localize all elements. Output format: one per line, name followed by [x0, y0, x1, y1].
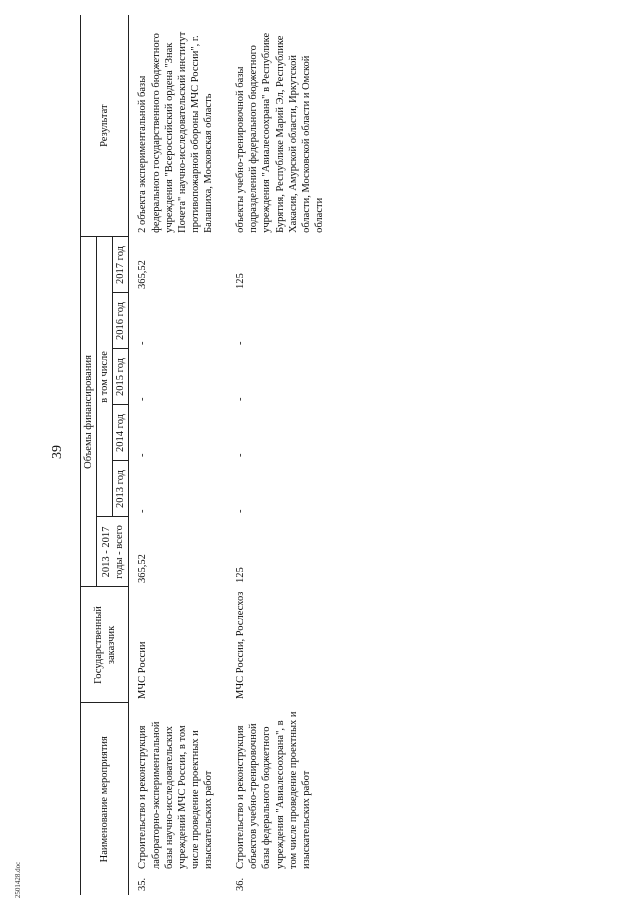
event-name: Строительство и реконструкция лабораторно-экспериментальной базы научно-исследовательских учреждений МЧС России, в том числе проведение проектных и изыскательских работ: [137, 721, 214, 869]
rotated-table-area: [80, 15, 620, 895]
table-row: [227, 15, 338, 895]
header-including: в том числе: [97, 237, 113, 517]
header-customer: Государственный заказчик: [81, 587, 129, 703]
page-number: 39: [50, 445, 65, 459]
row-number: 36.: [235, 877, 247, 891]
header-year-2016: 2016 год: [113, 293, 129, 349]
funding-2014: -: [235, 453, 247, 457]
header-total-label: годы - всего: [113, 525, 125, 579]
result-text: 2 объекта экспериментальной базы федерального государственного бюджетного учреждения "Всероссийский ордена "Знак Почета" научно-исследовательский институт противопожарной обороны МЧС России", г. Балашиха, Московская область: [137, 31, 214, 233]
table-row: [129, 15, 227, 895]
header-year-2015: 2015 год: [113, 349, 129, 405]
header-year-2017: 2017 год: [113, 237, 129, 293]
header-year-2013: 2013 год: [113, 461, 129, 517]
funding-2016: -: [137, 341, 149, 345]
funding-2017: 125: [235, 273, 247, 289]
funding-2015: -: [235, 397, 247, 401]
document-code: 2501428.doc: [14, 861, 22, 899]
funding-total: 365,52: [137, 554, 149, 583]
funding-total: 125: [235, 567, 247, 583]
header-total-years: 2013 - 2017: [100, 526, 112, 578]
row-number: 35.: [137, 877, 149, 891]
funding-2015: -: [137, 397, 149, 401]
header-total: [97, 517, 129, 587]
funding-2013: -: [137, 509, 149, 513]
result-text: объекты учебно-тренировочной базы подразделений федерального бюджетного учреждения "Авиалесоохрана" в Республике Бурятия, Республике Марий Эл, Республике Хакасия, Амурской области, Иркутской области, Московской области и Омской области: [235, 32, 325, 233]
header-name: Наименование мероприятия: [81, 703, 129, 895]
state-customer: МЧС России, Рослесхоз: [235, 591, 247, 699]
event-name: Строительство и реконструкция объектов учебно-тренировочной базы федерального бюджетного учреждения "Авиалесоохрана", в том числе проведение проектных и изыскательских работ: [235, 711, 312, 869]
funding-2013: -: [235, 509, 247, 513]
header-funding: Объемы финансирования: [81, 237, 97, 587]
header-year-2014: 2014 год: [113, 405, 129, 461]
funding-2016: -: [235, 341, 247, 345]
state-customer: МЧС России: [137, 641, 149, 699]
funding-table: [80, 15, 338, 895]
funding-2017: 365,52: [137, 260, 149, 289]
funding-2014: -: [137, 453, 149, 457]
header-result: Результат: [81, 15, 129, 237]
